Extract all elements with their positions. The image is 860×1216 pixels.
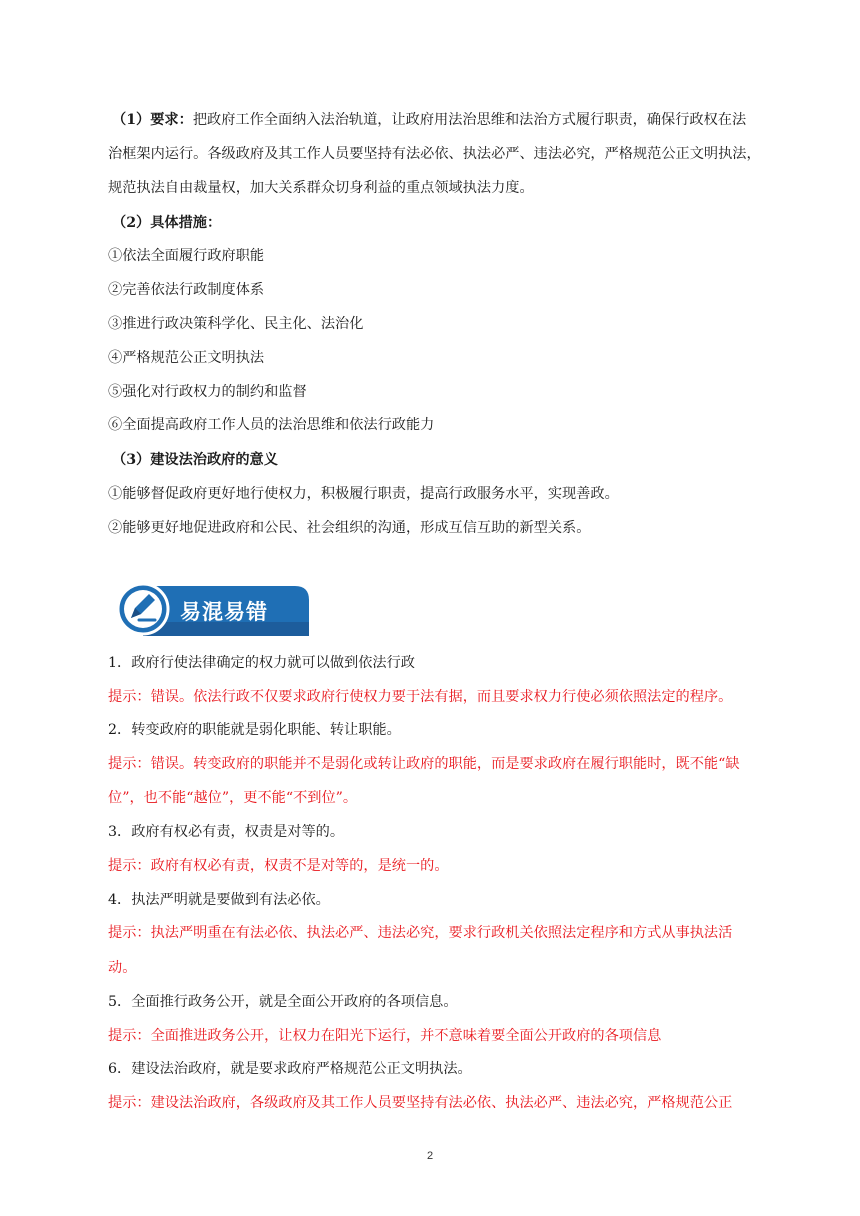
error-hint-continued: 动。 — [108, 960, 137, 976]
measure-item: ⑤强化对行政权力的制约和监督 — [108, 384, 307, 400]
significance-heading: （3）建设法治政府的意义 — [112, 452, 278, 468]
error-question: 5．全面推行政务公开，就是全面公开政府的各项信息。 — [108, 994, 458, 1010]
requirements-text: 把政府工作全面纳入法治轨道，让政府用法治思维和法治方式履行职责，确保行政权在法 — [192, 112, 747, 128]
error-hint-continued: 位”，也不能“越位”，更不能“不到位”。 — [108, 790, 358, 806]
banner-label: 易混易错 — [180, 600, 268, 624]
error-question: 6．建设法治政府，就是要求政府严格规范公正文明执法。 — [108, 1061, 472, 1077]
requirements-line-3: 规范执法自由裁量权，加大关系群众切身利益的重点领域执法力度。 — [108, 180, 534, 196]
error-question: 1．政府行使法律确定的权力就可以做到依法行政 — [108, 655, 415, 671]
measure-item: ④严格规范公正文明执法 — [108, 350, 265, 366]
requirements-label: （1）要求： — [112, 112, 193, 128]
page-number: 2 — [426, 1150, 434, 1162]
error-hint: 提示：错误。依法行政不仅要求政府行使权力要于法有据，而且要求权力行使必须依照法定的程序。 — [108, 689, 733, 705]
error-hint: 提示：建设法治政府，各级政府及其工作人员要坚持有法必依、执法必严、违法必究，严格规范公正 — [108, 1095, 733, 1111]
error-hint: 提示：执法严明重在有法必依、执法必严、违法必究，要求行政机关依照法定程序和方式从事执法活 — [108, 925, 733, 941]
requirements-line-1 — [112, 110, 792, 130]
significance-item: ②能够更好地促进政府和公民、社会组织的沟通，形成互信互助的新型关系。 — [108, 520, 591, 536]
error-hint: 提示：错误。转变政府的职能并不是弱化或转让政府的职能，而是要求政府在履行职能时，既不能“缺 — [108, 756, 740, 772]
error-question: 2．转变政府的职能就是弱化职能、转让职能。 — [108, 722, 401, 738]
significance-item: ①能够督促政府更好地行使权力，积极履行职责，提高行政服务水平，实现善政。 — [108, 486, 619, 502]
error-hint: 提示：全面推进政务公开，让权力在阳光下运行，并不意味着要全面公开政府的各项信息 — [108, 1028, 662, 1044]
measures-heading: （2）具体措施： — [112, 215, 222, 231]
measure-item: ①依法全面履行政府职能 — [108, 248, 265, 264]
measure-item: ③推进行政决策科学化、民主化、法治化 — [108, 316, 364, 332]
pencil-icon — [118, 584, 168, 634]
error-hint: 提示：政府有权必有责，权责不是对等的，是统一的。 — [108, 858, 449, 874]
measure-item: ⑥全面提高政府工作人员的法治思维和依法行政能力 — [108, 417, 435, 433]
requirements-line-2: 治框架内运行。各级政府及其工作人员要坚持有法必依、执法必严、违法必究，严格规范公正文明执法， — [108, 146, 761, 162]
error-question: 3．政府有权必有责，权责是对等的。 — [108, 824, 345, 840]
measure-item: ②完善依法行政制度体系 — [108, 282, 265, 298]
error-question: 4．执法严明就是要做到有法必依。 — [108, 892, 330, 908]
